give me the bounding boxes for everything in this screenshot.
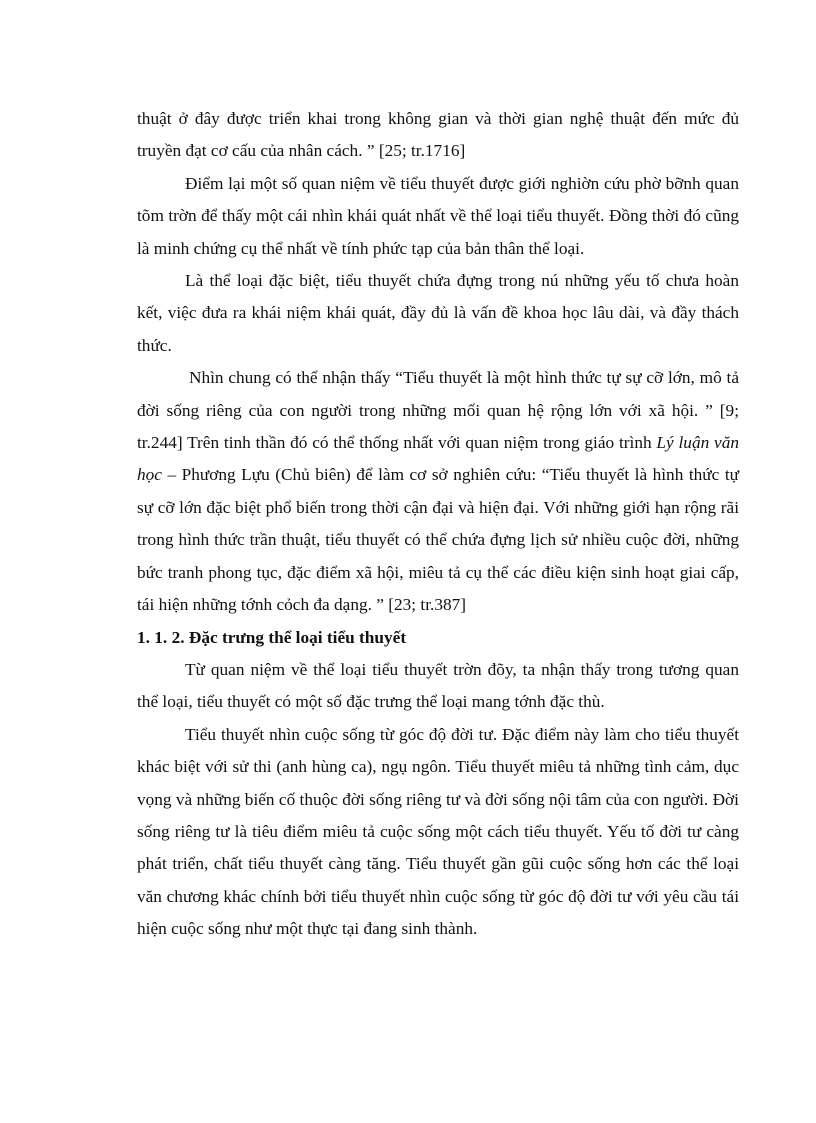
paragraph-6: Tiểu thuyết nhìn cuộc sống từ góc độ đời tư. Đặc điểm này làm cho tiểu thuyết khác biệt với sử thi (anh hùng ca), ngụ ngôn. Tiểu thuyết miêu tả những tình cảm, dục vọng và những biến cố thuộc đời sống riêng tư và đời sống nội tâm của con người. Đời sống riêng tư là tiêu điểm miêu tả cuộc sống một cách tiểu thuyết. Yếu tố đời tư càng phát triển, chất tiểu thuyết càng tăng. Tiểu thuyết gần gũi cuộc sống hơn các thể loại văn chương khác chính bởi tiểu thuyết nhìn cuộc sống từ góc độ đời tư với yêu cầu tái hiện cuộc sống như một thực tại đang sinh thành. (137, 724, 739, 939)
section-heading: 1. 1. 2. Đặc trưng thể loại tiểu thuyết (137, 627, 407, 647)
paragraph-2: Điểm lại một số quan niệm về tiểu thuyết được giới nghiờn cứu phờ bỡnh quan tõm trờn để thấy một cái nhìn khái quát nhất về thể loại tiểu thuyết. Đồng thời đó cũng là minh chứng cụ thể nhất về tính phức tạp của bản thân thể loại. (137, 173, 739, 258)
paragraph-4-part-1: Nhìn chung có thể nhận thấy “Tiểu thuyết là một hình thức tự sự cỡ lớn, mô tả đời sống riêng của con người trong những mối quan hệ rộng lớn với xã hội. ” [9; tr.244] Trên tinh thần đó có thể thống nhất với quan niệm trong giáo trình (137, 368, 739, 453)
book-title: Lý luận văn học (137, 433, 739, 485)
paragraph-4 (137, 362, 739, 621)
document-page (137, 103, 739, 946)
paragraph-1: thuật ở đây được triển khai trong không gian và thời gian nghệ thuật đến mức đủ truyền đạt cơ cấu của nhân cách. ” [25; tr.1716] (137, 109, 739, 161)
paragraph-5: Từ quan niệm về thể loại tiểu thuyết trờn đõy, ta nhận thấy trong tương quan thể loại, tiểu thuyết có một số đặc trưng thể loại mang tớnh đặc thù. (137, 659, 739, 712)
paragraph-3: Là thể loại đặc biệt, tiểu thuyết chứa đựng trong nú những yếu tố chưa hoàn kết, việc đưa ra khái niệm khái quát, đầy đủ là vấn đề khoa học lâu dài, và đầy thách thức. (137, 271, 739, 355)
paragraph-4-part-2: – Phương Lựu (Chủ biên) để làm cơ sở nghiên cứu: “Tiểu thuyết là hình thức tự sự cỡ lớn đặc biệt phổ biến trong thời cận đại và hiện đại. Với những giới hạn rộng rãi trong hình thức trần thuật, tiểu thuyết có thể chứa đựng lịch sử nhiều cuộc đời, những bức tranh phong tục, đặc điểm xã hội, miêu tả cụ thể các điều kiện sinh hoạt giai cấp, tái hiện những tớnh cỏch đa dạng. ” [23; tr.387] (137, 465, 739, 615)
